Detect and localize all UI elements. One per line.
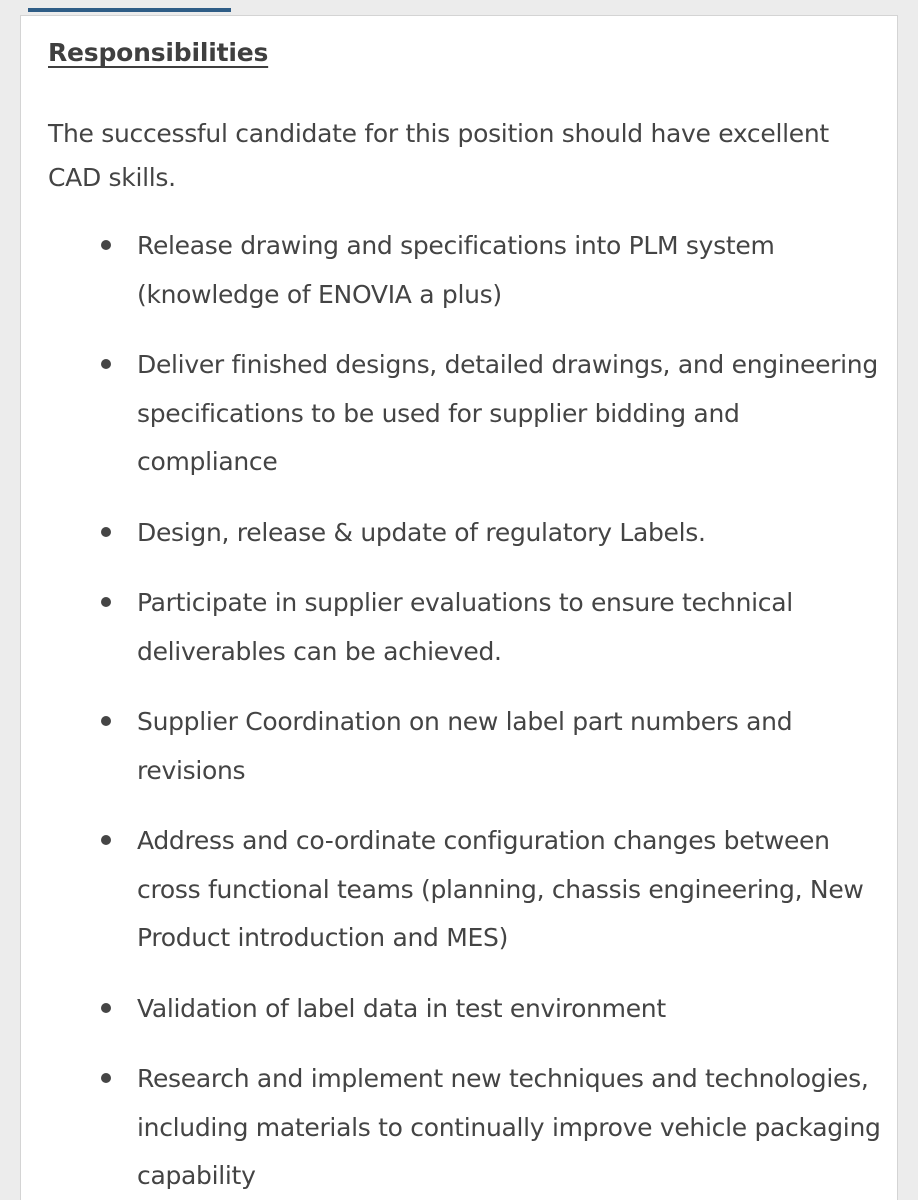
active-tab-indicator <box>28 8 231 12</box>
section-heading: Responsibilities <box>48 38 269 67</box>
bullet-icon <box>101 1073 111 1083</box>
intro-text: The successful candidate for this position should have excellent CAD skills. <box>48 119 829 192</box>
bullet-icon <box>101 835 111 845</box>
list-item <box>101 985 881 1034</box>
list-item-text: Release drawing and specifications into PLM system (knowledge of ENOVIA a plus) <box>137 231 775 309</box>
list-item <box>101 698 881 795</box>
list-item-text: Research and implement new techniques and technologies, including materials to continually improve vehicle packaging capability <box>137 1064 881 1190</box>
responsibilities-card <box>20 15 898 1200</box>
bullet-icon <box>101 1003 111 1013</box>
list-item <box>101 579 881 676</box>
list-item-text: Participate in supplier evaluations to ensure technical deliverables can be achieved. <box>137 588 793 666</box>
list-item <box>101 1055 881 1200</box>
list-item <box>101 509 881 558</box>
list-item-text: Design, release & update of regulatory Labels. <box>137 517 706 547</box>
responsibilities-list <box>101 222 881 1200</box>
list-item <box>101 222 881 319</box>
bullet-icon <box>101 527 111 537</box>
list-item <box>101 817 881 963</box>
bullet-icon <box>101 716 111 726</box>
list-item <box>101 341 881 487</box>
list-item-text: Address and co-ordinate configuration changes between cross functional teams (planning, chassis engineering, New Product introduction and MES) <box>137 826 864 952</box>
bullet-icon <box>101 597 111 607</box>
list-item-text: Deliver finished designs, detailed drawings, and engineering specifications to be used for supplier bidding and compliance <box>137 350 878 476</box>
bullet-icon <box>101 359 111 369</box>
list-item-text: Supplier Coordination on new label part numbers and revisions <box>137 707 793 785</box>
list-item-text: Validation of label data in test environment <box>137 993 666 1023</box>
bullet-icon <box>101 240 111 250</box>
